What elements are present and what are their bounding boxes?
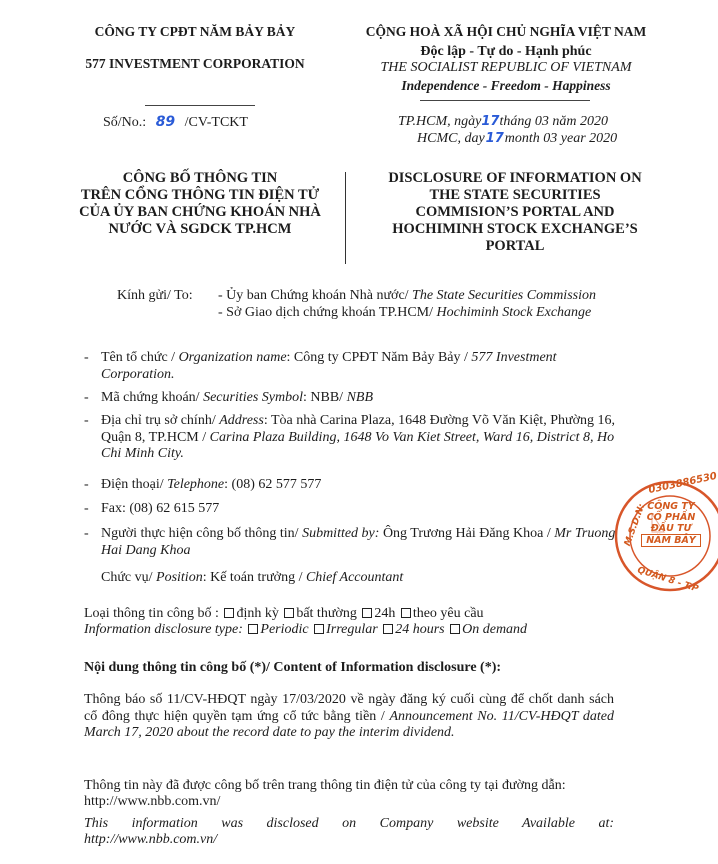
disclosure-type-vi: Loại thông tin công bố : định kỳ bất thường 24h theo yêu cầu (84, 606, 484, 621)
seal-number: 0303886530 (647, 470, 718, 497)
securities-symbol: Mã chứng khoán/ Securities Symbol: NBB/ NBB (101, 390, 374, 405)
document-number: Số/No.: 89 /CV-TCKT (103, 114, 248, 130)
bullet-dash: - (84, 350, 89, 365)
organization-name: Tên tổ chức / Organization name: Công ty CPĐT Năm Bảy Bảy / 577 Investment Corporation. (101, 350, 557, 382)
recipient-list: - Ủy ban Chứng khoán Nhà nước/ The State Securities Commission - Sở Giao dịch chứng khoán TP.HCM/ Hochiminh Stock Exchange (218, 288, 596, 320)
checkbox-periodic (224, 608, 234, 618)
company-name-vi: CÔNG TY CPĐT NĂM BẢY BẢY (94, 24, 296, 39)
seal-ring-bottom: QUẬN 8 - T.P (636, 565, 700, 595)
date-en: HCMC, day17month 03 year 2020 (417, 131, 618, 146)
fax: Fax: (08) 62 615 577 (101, 501, 220, 516)
republic-title-en: THE SOCIALIST REPUBLIC OF VIETNAM (380, 60, 632, 75)
seal-ring-left: M.S.D.N: (622, 502, 648, 548)
bullet-dash: - (84, 501, 89, 516)
announcement-paragraph: Thông báo số 11/CV-HĐQT ngày 17/03/2020 về ngày đăng ký cuối cùng để chốt danh sách cổ đông thực hiện quyền tạm ứng cổ tức bằng tiền / Announcement No. 11/CV-HĐQT dated March 17, 2020 about the record date to pay the interim dividend. (84, 692, 614, 740)
company-name-en: 577 INVESTMENT CORPORATION (85, 56, 305, 71)
checkbox-24h (362, 608, 372, 618)
content-heading: Nội dung thông tin công bố (*)/ Content of Information disclosure (*): (84, 660, 502, 675)
telephone: Điện thoại/ Telephone: (08) 62 577 577 (101, 477, 322, 492)
recipient-label: Kính gửi/ To: (117, 288, 193, 303)
website-url-en[interactable]: http://www.nbb.com.vn/ (84, 832, 218, 847)
checkbox-irregular (284, 608, 294, 618)
republic-title-vi: CỘNG HOÀ XÃ HỘI CHỦ NGHĨA VIỆT NAM (365, 24, 647, 39)
motto-en: Independence - Freedom - Happiness (401, 78, 611, 93)
bullet-dash: - (84, 413, 89, 428)
submitted-by: Người thực hiện công bố thông tin/ Submitted by: Ông Trương Hải Đăng Khoa / Mr Truong Hai Dang Khoa (101, 526, 616, 558)
website-vi: Thông tin này đã được công bố trên trang thông tin điện tử của công ty tại đường dẫn: (84, 778, 566, 793)
date-vi: TP.HCM, ngày17tháng 03 năm 2020 (398, 114, 608, 129)
header-underline-left (145, 105, 255, 106)
title-vi: CÔNG BỐ THÔNG TIN TRÊN CỔNG THÔNG TIN ĐIỆN TỬ CỦA ỦY BAN CHỨNG KHOÁN NHÀ NƯỚC VÀ SGDCK TP.HCM (79, 170, 321, 237)
position: Chức vụ/ Position: Kế toán trưởng / Chief Accountant (101, 570, 404, 585)
header-underline-right (420, 100, 590, 101)
motto-vi: Độc lập - Tự do - Hạnh phúc (420, 44, 592, 59)
bullet-dash: - (84, 390, 89, 405)
title-en: DISCLOSURE OF INFORMATION ON THE STATE SECURITIES COMMISION’S PORTAL AND HOCHIMINH STOCK EXCHANGE’S PORTAL (388, 170, 642, 254)
address: Địa chỉ trụ sở chính/ Address: Tòa nhà Carina Plaza, 1648 Đường Võ Văn Kiệt, Phường 16, Quận 8, TP.HCM / Carina Plaza Building, 1648 Vo Van Kiet Street, Ward 16, District 8, Ho Chi Minh City. (101, 413, 615, 461)
seal-center-text: CÔNG TY CỔ PHẦN ĐẦU TƯ NĂM BẢY (641, 501, 701, 547)
bullet-dash: - (84, 526, 89, 541)
checkbox-on-demand (401, 608, 411, 618)
bullet-dash: - (84, 477, 89, 492)
website-en: This information was disclosed on Company website Available at: (84, 816, 614, 831)
disclosure-type-en: Information disclosure type: Periodic Irregular 24 hours On demand (84, 622, 528, 637)
title-divider (345, 172, 346, 264)
website-url[interactable]: http://www.nbb.com.vn/ (84, 794, 221, 809)
